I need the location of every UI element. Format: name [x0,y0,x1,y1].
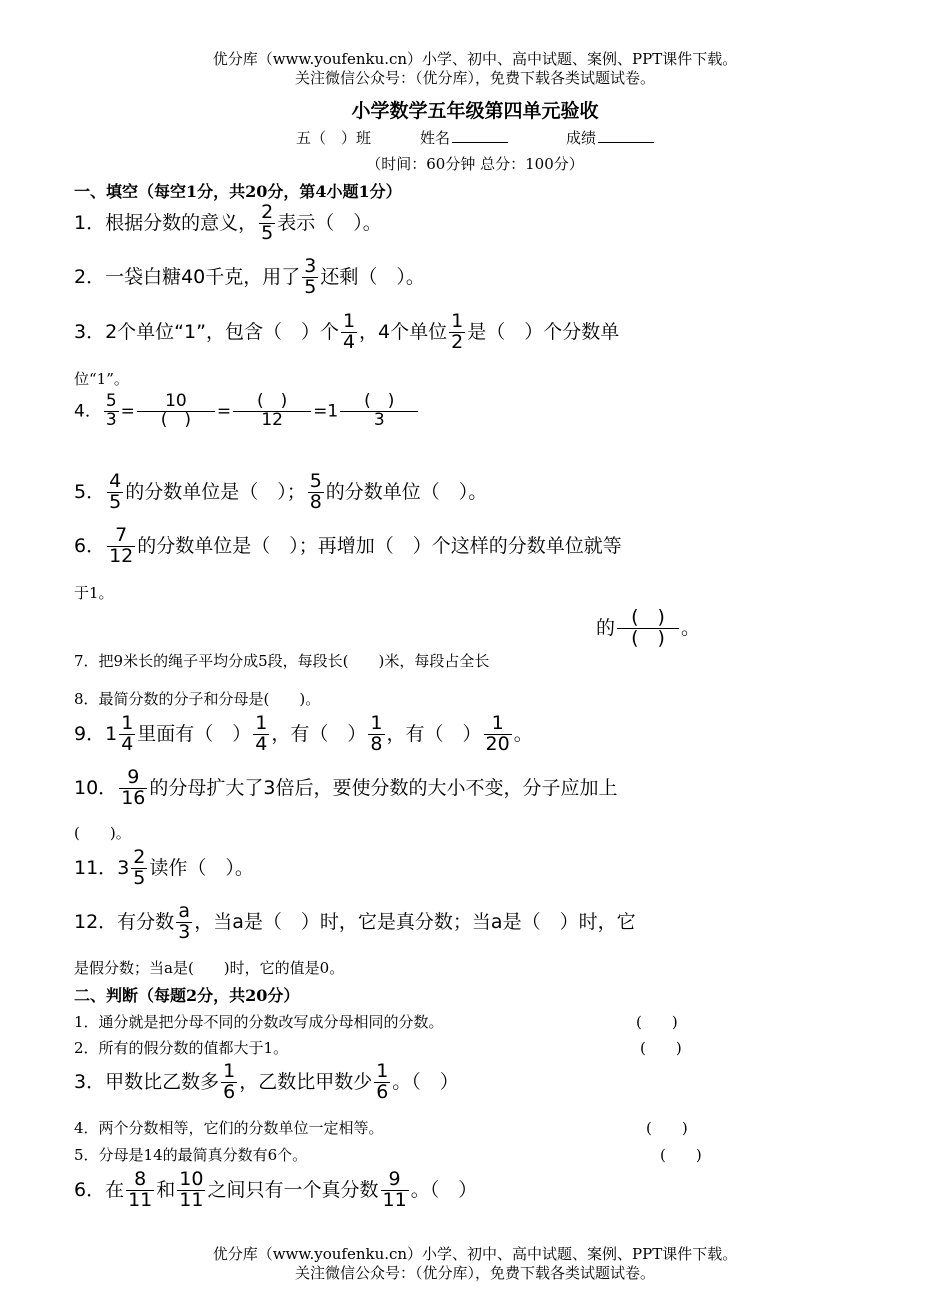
q3-text-b: ，4个单位 [359,320,448,343]
denominator: 6 [376,1080,389,1103]
header-line-2: 关注微信公众号：（优分库），免费下载各类试题试卷。 [294,69,655,87]
s2q3-text-b: ，乙数比甲数少 [239,1070,373,1093]
equals-sign: = [120,401,135,422]
denominator: 4 [342,330,356,353]
numerator: 9 [127,766,140,788]
q6-text-a: 的分数单位是（ ）；再增加（ ）个这样的分数单位就等 [137,534,622,557]
numerator: 5 [105,391,117,411]
q2-fraction [302,257,318,298]
s2-q6 [74,1170,477,1211]
denominator: 11 [128,1188,153,1211]
numerator: 10 [179,1168,204,1190]
s1-q6-cont: 于1。 [74,584,114,602]
q4-fraction-3 [233,393,311,430]
s2q6-fraction-1 [126,1170,154,1211]
denominator: 11 [179,1188,204,1211]
numerator: 2 [261,201,274,223]
q4-fraction-2 [137,393,215,430]
q9-end: 。 [513,722,533,745]
s2q6-fraction-2 [177,1170,205,1211]
s2-q3 [74,1062,459,1103]
section2-heading: 二、判断（每题2分，共20分） [74,986,300,1005]
numerator: 1 [223,1060,236,1082]
q4-fraction-4 [340,393,418,430]
q4-number: 4． [74,401,102,422]
denominator: 3 [340,411,418,430]
section1-heading: 一、填空（每空1分，共20分，第4小题1分） [74,182,402,201]
q9-fraction-1 [253,714,269,755]
numerator: 1 [376,1060,389,1082]
q9-mixed-number [105,714,137,755]
q12-text-a: 12．有分数 [74,910,175,933]
q3-fraction-1 [341,312,357,353]
numerator: 5 [309,470,322,492]
numerator: 1 [255,712,268,734]
q3-text-a: 3．2个单位“1”，包含（ ）个 [74,320,339,343]
denominator: 12 [233,411,311,430]
whole-number: 3 [117,857,130,880]
footer-line-1: 优分库（www.youfenku.cn）小学、初中、高中试题、案例、PPT课件下载。 [212,1245,738,1263]
name-field [420,127,508,148]
q7-fraction [617,608,679,649]
q11-mixed-number [117,848,149,889]
q3-text-c: 是（ ）个分数单 [467,320,620,343]
s1-q8: 8．最简分数的分子和分母是( )。 [74,690,321,708]
s2q6-text-c: 之间只有一个真分数 [207,1178,379,1201]
q7-de: 的 [596,616,616,639]
q9-fraction-3 [484,714,512,755]
denominator: 4 [121,732,134,755]
s1-q9 [74,714,533,755]
q10-text-a: 的分母扩大了3倍后，要使分数的大小不变，分子应加上 [149,776,618,799]
s1-q6 [74,526,622,567]
q5-fraction-1 [107,472,123,513]
s2-q5-text: 5．分母是14的最简真分数有6个。 [74,1146,308,1164]
denominator: 12 [109,544,134,567]
q9-fraction-0 [119,714,135,755]
q9-text-a: 里面有（ ） [137,722,252,745]
q11-text-a: 读作（ ）。 [149,856,254,879]
whole-number: 1 [327,401,339,422]
s2q3-fraction-1 [221,1062,237,1103]
denominator: 20 [485,732,510,755]
s2q6-text-a: 6．在 [74,1178,125,1201]
s2-q2-answer[interactable]: ( ) [640,1039,682,1057]
s1-q10 [74,768,617,809]
s2-q1-answer[interactable]: ( ) [636,1013,678,1031]
denominator: 3 [105,409,117,430]
equals-sign: = [216,401,232,422]
denominator: ( ) [617,628,679,649]
numerator: 1 [342,310,356,332]
time-line: （时间：60分钟 总分：100分） [366,155,584,173]
numerator: 7 [115,524,128,546]
q7-end: 。 [681,616,701,639]
q1-text-a: 1．根据分数的意义， [74,211,258,234]
numerator: 9 [388,1168,401,1190]
s1-q7: 7．把9米长的绳子平均分成5段，每段长( )米，每段占全长 [74,652,490,670]
q11-fraction [131,848,147,889]
score-blank [598,128,654,143]
s1-q7-fraction-part [596,608,700,649]
name-label: 姓名 [420,129,451,147]
q10-fraction [119,768,147,809]
footer-line-2: 关注微信公众号：（优分库），免费下载各类试题试卷。 [294,1264,655,1282]
denominator: 3 [178,920,191,943]
q12-fraction [176,902,192,943]
s2-q4-answer[interactable]: ( ) [646,1119,688,1137]
q6-number: 6． [74,534,106,557]
numerator: 2 [133,846,146,868]
s2-q4-text: 4．两个分数相等，它们的分数单位一定相等。 [74,1119,384,1137]
s1-q10-cont: ( )。 [74,824,131,842]
denominator: 5 [109,490,122,513]
q5-fraction-2 [308,472,324,513]
class-label: 五（ ）班 [296,129,372,147]
numerator: ( ) [257,391,288,411]
s1-q11 [74,848,254,889]
numerator: ( ) [364,391,395,411]
q2-text-a: 2．一袋白糖40千克，用了 [74,265,301,288]
q5-text-b: 的分数单位（ ）。 [325,480,488,503]
q9-text-b: ，有（ ） [271,722,367,745]
numerator: 8 [134,1168,147,1190]
q5-number: 5． [74,480,106,503]
denominator: 6 [223,1080,236,1103]
numerator: 3 [304,255,317,277]
equals-sign: = [313,401,328,422]
q10-number: 10． [74,776,118,799]
denominator: 5 [261,221,274,244]
q6-fraction [107,526,135,567]
denominator: 16 [121,786,146,809]
numerator: ( ) [631,606,665,628]
s2q6-text-b: 和 [156,1178,176,1201]
s2q3-fraction-2 [374,1062,390,1103]
s1-q12 [74,902,636,943]
s1-q5 [74,472,487,513]
numerator: 1 [451,310,464,332]
s1-q3-cont: 位“1”。 [74,370,129,388]
q9-fraction-2 [368,714,384,755]
numerator: 1 [491,712,504,734]
numerator: 10 [165,391,187,411]
q2-text-b: 还剩（ ）。 [320,265,425,288]
q3-fraction-2 [449,312,465,353]
s2-q5-answer[interactable]: ( ) [660,1146,702,1164]
score-label: 成绩 [566,129,597,147]
s2q3-text-c: 。（ ） [392,1070,459,1093]
denominator: 11 [382,1188,407,1211]
denominator: 5 [133,866,146,889]
s2-q1-text: 1．通分就是把分母不同的分数改写成分母相同的分数。 [74,1013,444,1031]
numerator: 1 [121,712,134,734]
denominator: ( ) [137,411,215,430]
numerator: a [178,900,191,922]
s2-q2-text: 2．所有的假分数的值都大于1。 [74,1039,289,1057]
s1-q3 [74,312,619,353]
score-field [566,127,654,148]
whole-number: 1 [105,723,118,746]
q9-text-c: ，有（ ） [386,722,482,745]
denominator: 8 [309,490,322,513]
s2q6-fraction-3 [381,1170,409,1211]
q9-number: 9． [74,722,106,745]
denominator: 4 [255,732,268,755]
q11-number: 11． [74,856,118,879]
s1-q2 [74,257,425,298]
s2q6-text-d: 。（ ） [410,1178,478,1201]
page-title: 小学数学五年级第四单元验收 [351,100,599,122]
denominator: 2 [451,330,464,353]
denominator: 8 [370,732,383,755]
q12-text-b: ，当a是（ ）时，它是真分数；当a是（ ）时，它 [194,910,636,933]
s1-q1 [74,203,382,244]
s1-q12-cont: 是假分数；当a是( )时，它的值是0。 [74,959,345,977]
q4-fraction-1 [104,393,119,430]
header-line-1: 优分库（www.youfenku.cn）小学、初中、高中试题、案例、PPT课件下载。 [212,50,738,68]
q5-text-a: 的分数单位是（ ）； [125,480,306,503]
numerator: 1 [370,712,383,734]
name-blank [452,128,508,143]
s1-q4 [74,393,420,430]
numerator: 4 [109,470,122,492]
q1-fraction [259,203,275,244]
denominator: 5 [304,275,317,298]
s2q3-text-a: 3．甲数比乙数多 [74,1070,220,1093]
q1-text-b: 表示（ ）。 [277,211,382,234]
